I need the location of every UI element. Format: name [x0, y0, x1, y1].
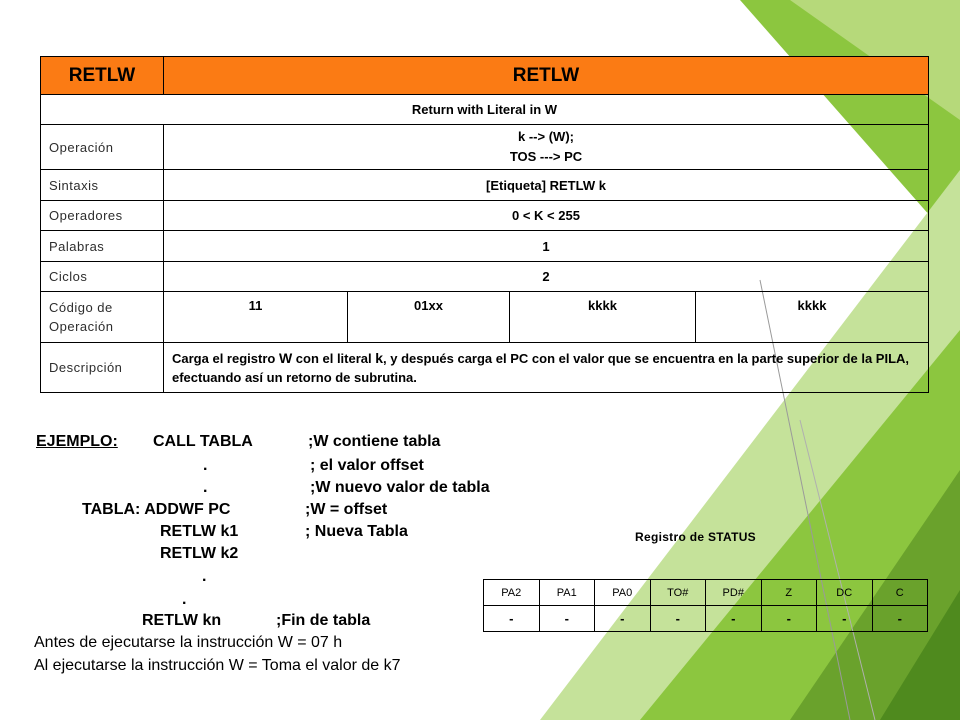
- example-line-1-comment: ;W contiene tabla: [308, 433, 441, 450]
- label-operacion: Operación: [41, 125, 164, 170]
- row-palabras: [41, 231, 929, 262]
- example-line-9-code: RETLW kn: [142, 612, 222, 629]
- status-bit-value: -: [706, 606, 762, 632]
- codigo-value-2: 01xx: [348, 292, 510, 343]
- row-operacion: [41, 125, 929, 170]
- example-line-5-code: RETLW k1: [160, 523, 239, 540]
- status-bit-name: PA2: [484, 580, 540, 606]
- instruction-subtitle: Return with Literal in W: [41, 95, 929, 125]
- instruction-table: [40, 56, 929, 393]
- value-sintaxis: [Etiqueta] RETLW k: [164, 170, 929, 201]
- row-sintaxis: [41, 170, 929, 201]
- status-bit-value: -: [761, 606, 817, 632]
- label-codigo: Código de Operación: [41, 292, 164, 343]
- operacion-line-1: k --> (W);: [518, 129, 574, 144]
- status-register-table: [483, 579, 928, 632]
- example-line-4-comment: ;W = offset: [305, 501, 388, 518]
- descripcion-k: k: [375, 349, 384, 366]
- status-bit-value: -: [595, 606, 651, 632]
- example-line-3-comment: ;W nuevo valor de tabla: [310, 479, 490, 496]
- header-right: RETLW: [164, 57, 929, 95]
- row-codigo: [41, 292, 929, 343]
- example-line-2-code: .: [203, 457, 208, 474]
- label-sintaxis: Sintaxis: [41, 170, 164, 201]
- codigo-value-1: 11: [164, 292, 348, 343]
- label-palabras: Palabras: [41, 231, 164, 262]
- descripcion-text-a: Carga el registro: [172, 350, 279, 366]
- label-descripcion: Descripción: [41, 343, 164, 393]
- status-bit-value: -: [484, 606, 540, 632]
- header-left: RETLW: [41, 57, 164, 95]
- status-bit-name: PD#: [706, 580, 762, 606]
- example-line-8-code: .: [182, 591, 187, 608]
- codigo-value-4: kkkk: [696, 292, 929, 343]
- example-note-after: Al ejecutarse la instrucción W = Toma el valor de k7: [34, 657, 401, 674]
- codigo-value-3: kkkk: [510, 292, 696, 343]
- value-descripcion: [164, 343, 929, 393]
- status-bit-name: Z: [761, 580, 817, 606]
- example-line-6-code: RETLW k2: [160, 545, 239, 562]
- example-line-7-code: .: [202, 568, 207, 585]
- status-bit-names-row: [484, 580, 928, 606]
- example-line-2-comment: ; el valor offset: [310, 457, 424, 474]
- value-palabras: 1: [164, 231, 929, 262]
- status-bit-value: -: [539, 606, 595, 632]
- status-bit-value: -: [650, 606, 706, 632]
- example-note-before: Antes de ejecutarse la instrucción W = 07 h: [34, 634, 343, 651]
- status-bit-name: TO#: [650, 580, 706, 606]
- status-bit-name: C: [872, 580, 928, 606]
- example-line-9-comment: ;Fin de tabla: [276, 612, 371, 629]
- status-bit-value: -: [872, 606, 928, 632]
- status-bit-values-row: [484, 606, 928, 632]
- label-ciclos: Ciclos: [41, 262, 164, 292]
- status-bit-name: DC: [817, 580, 873, 606]
- descripcion-text-b: con el literal: [292, 350, 376, 366]
- example-line-3-code: .: [203, 479, 208, 496]
- value-operacion: [164, 125, 929, 170]
- status-bit-value: -: [817, 606, 873, 632]
- label-operadores: Operadores: [41, 201, 164, 231]
- row-operadores: [41, 201, 929, 231]
- value-ciclos: 2: [164, 262, 929, 292]
- row-descripcion: [41, 343, 929, 393]
- row-ciclos: [41, 262, 929, 292]
- example-line-1-code: CALL TABLA: [153, 433, 253, 450]
- example-line-5-comment: ; Nueva Tabla: [305, 523, 408, 540]
- value-operadores: 0 < K < 255: [164, 201, 929, 231]
- instruction-header-row: [41, 57, 929, 95]
- status-bit-name: PA0: [595, 580, 651, 606]
- example-label: EJEMPLO:: [36, 433, 118, 450]
- descripcion-w: W: [278, 349, 293, 366]
- status-bit-name: PA1: [539, 580, 595, 606]
- example-line-4-code: TABLA: ADDWF PC: [82, 501, 231, 518]
- status-register-caption: Registro de STATUS: [635, 530, 756, 544]
- descripcion-text-c: , y después carga el PC con el valor que se encuentra en la parte superior de la PILA, efectuando así un retorno de subrutina.: [172, 350, 910, 385]
- subtitle-row: [41, 95, 929, 125]
- operacion-line-2: TOS ---> PC: [509, 149, 583, 164]
